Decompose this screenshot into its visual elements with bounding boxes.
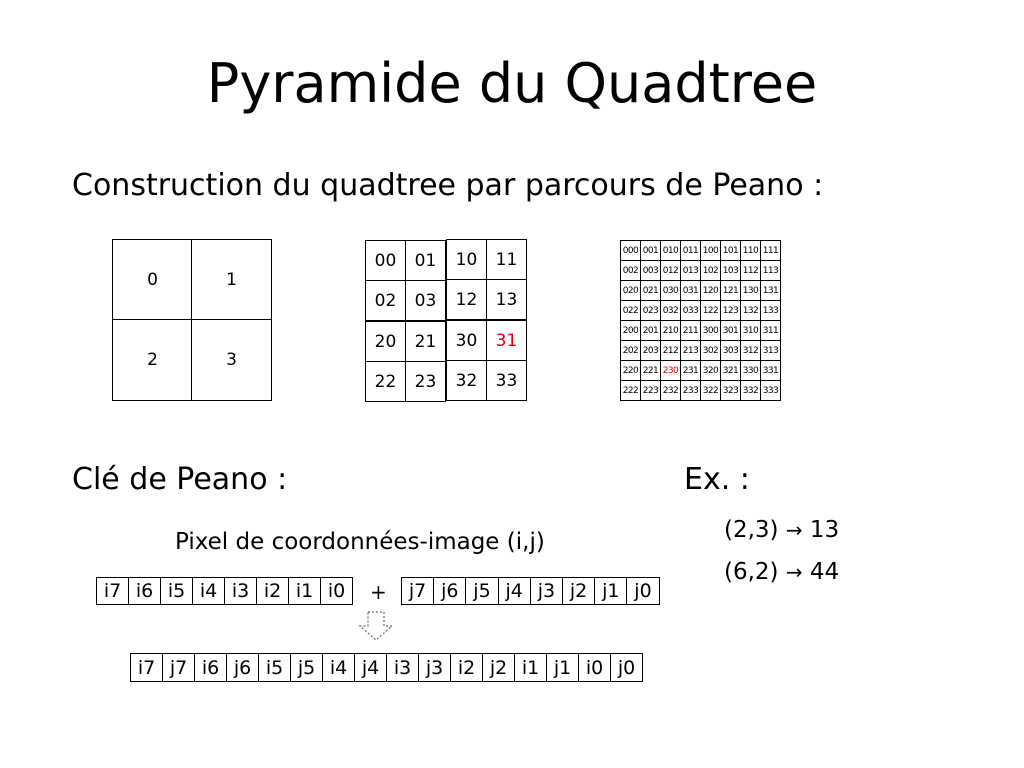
quadrant-cell: 301 [720,320,741,341]
quadrant-cell: 232 [660,380,681,401]
example-input: (6,2) [724,559,779,585]
quadrant-cell: 111 [760,240,781,261]
bit-cell: j5 [465,577,498,605]
example-output: 13 [809,517,840,543]
bit-cell: j6 [226,653,259,682]
quadrant-cell: 011 [680,240,701,261]
bit-cell: i7 [130,653,163,682]
quadrant-cell: 230 [660,360,681,381]
bit-cell: i7 [96,577,129,605]
quadrant-cell: 311 [760,320,781,341]
quadrant-cell: 121 [720,280,741,301]
bit-cell: i6 [194,653,227,682]
bit-cell: j4 [354,653,387,682]
j-bits-row [401,577,659,605]
bit-cell: i2 [256,577,289,605]
bit-cell: j4 [498,577,531,605]
bit-cell: j5 [290,653,323,682]
quadrant-cell: 213 [680,340,701,361]
quadrant-cell: 033 [680,300,701,321]
quadrant-cell: 20 [365,321,406,362]
quadrant-cell: 132 [740,300,761,321]
quadrant-cell: 223 [640,380,661,401]
quadrant-cell: 331 [760,360,781,381]
quadrant-cell: 122 [700,300,721,321]
quadrant-cell: 01 [405,240,446,281]
quadrant-cell: 022 [620,300,641,321]
example-row-2 [724,558,839,586]
quadrant-cell: 200 [620,320,641,341]
dotted-down-arrow-icon [356,610,396,642]
quadrant-cell: 031 [680,280,701,301]
quadrant-cell: 021 [640,280,661,301]
peano-key-heading: Clé de Peano : [72,462,288,497]
bit-cell: j3 [530,577,563,605]
quadrant-cell: 133 [760,300,781,321]
quadrant-cell: 11 [486,239,527,280]
quadrant-cell: 13 [486,279,527,320]
quadrant-cell: 320 [700,360,721,381]
quadrant-cell: 202 [620,340,641,361]
quadrant-cell: 321 [720,360,741,381]
page-title: Pyramide du Quadtree [206,52,818,115]
quadrant-cell: 1 [191,239,272,321]
construction-heading: Construction du quadtree par parcours de Peano : [72,168,824,203]
quadrant-cell: 120 [700,280,721,301]
quadrant-cell: 002 [620,260,641,281]
bit-cell: j2 [482,653,515,682]
quadrant-cell: 310 [740,320,761,341]
bit-cell: i2 [450,653,483,682]
quadrant-cell: 322 [700,380,721,401]
quadrant-cell: 2 [112,319,193,401]
bit-cell: i0 [578,653,611,682]
quadrant-cell: 313 [760,340,781,361]
quadrant-cell: 001 [640,240,661,261]
quadrant-cell: 013 [680,260,701,281]
quadrant-cell: 0 [112,239,193,321]
quadrant-cell: 210 [660,320,681,341]
example-row-1 [724,516,839,544]
quadrant-cell: 21 [405,321,446,362]
quadrant-cell: 303 [720,340,741,361]
quadrant-cell: 221 [640,360,661,381]
interleaved-bits-row [130,653,643,682]
bit-cell: i1 [514,653,547,682]
quadrant-cell: 33 [486,360,527,401]
quadrant-cell: 131 [760,280,781,301]
right-arrow-icon: → [785,560,803,584]
quadrant-cell: 103 [720,260,741,281]
example-heading: Ex. : [684,462,750,497]
plus-sign: + [370,580,387,604]
quadrant-cell: 233 [680,380,701,401]
bit-cell: j1 [546,653,579,682]
right-arrow-icon: → [785,518,803,542]
quadrant-cell: 30 [446,320,487,361]
example-input: (2,3) [724,517,779,543]
quadrant-cell: 212 [660,340,681,361]
quadrant-cell: 222 [620,380,641,401]
quadrant-cell: 312 [740,340,761,361]
bit-cell: i6 [128,577,161,605]
bit-cell: i1 [288,577,321,605]
quadrant-cell: 003 [640,260,661,281]
quadrant-cell: 020 [620,280,641,301]
quadrant-cell: 130 [740,280,761,301]
pixel-coordinates-label: Pixel de coordonnées-image (i,j) [175,529,545,555]
quadrant-cell: 323 [720,380,741,401]
quadrant-cell: 330 [740,360,761,381]
quadrant-cell: 231 [680,360,701,381]
quadtree-level-1-grid [112,239,272,400]
bit-cell: j7 [162,653,195,682]
bit-cell: i0 [320,577,353,605]
quadrant-cell: 22 [365,361,406,402]
quadrant-cell: 03 [405,280,446,321]
bit-cell: j0 [610,653,643,682]
quadrant-cell: 10 [446,239,487,280]
quadtree-level-2-grid [365,240,528,402]
bit-cell: i5 [160,577,193,605]
bit-cell: i4 [322,653,355,682]
quadrant-cell: 211 [680,320,701,341]
quadrant-cell: 302 [700,340,721,361]
quadrant-cell: 100 [700,240,721,261]
quadrant-cell: 23 [405,361,446,402]
quadrant-cell: 032 [660,300,681,321]
quadrant-cell: 31 [486,320,527,361]
bit-cell: j3 [418,653,451,682]
quadtree-level-3-grid [620,240,780,400]
bit-cell: i4 [192,577,225,605]
example-output: 44 [809,559,840,585]
quadrant-cell: 02 [365,280,406,321]
quadrant-cell: 201 [640,320,661,341]
quadrant-cell: 3 [191,319,272,401]
bit-cell: i5 [258,653,291,682]
quadrant-cell: 220 [620,360,641,381]
quadrant-cell: 010 [660,240,681,261]
quadrant-cell: 123 [720,300,741,321]
quadrant-cell: 333 [760,380,781,401]
quadrant-cell: 030 [660,280,681,301]
quadrant-cell: 332 [740,380,761,401]
bit-cell: i3 [224,577,257,605]
quadrant-cell: 101 [720,240,741,261]
quadrant-cell: 113 [760,260,781,281]
bit-cell: j2 [562,577,595,605]
quadrant-cell: 102 [700,260,721,281]
quadrant-cell: 12 [446,279,487,320]
quadrant-cell: 000 [620,240,641,261]
bit-cell: j0 [626,577,659,605]
i-bits-row [96,577,352,605]
quadrant-cell: 00 [365,240,406,281]
quadrant-cell: 023 [640,300,661,321]
quadrant-cell: 300 [700,320,721,341]
quadrant-cell: 112 [740,260,761,281]
quadrant-cell: 32 [446,360,487,401]
bit-cell: j1 [594,577,627,605]
bit-cell: j7 [401,577,434,605]
quadrant-cell: 012 [660,260,681,281]
bit-cell: j6 [433,577,466,605]
quadrant-cell: 110 [740,240,761,261]
bit-cell: i3 [386,653,419,682]
quadrant-cell: 203 [640,340,661,361]
